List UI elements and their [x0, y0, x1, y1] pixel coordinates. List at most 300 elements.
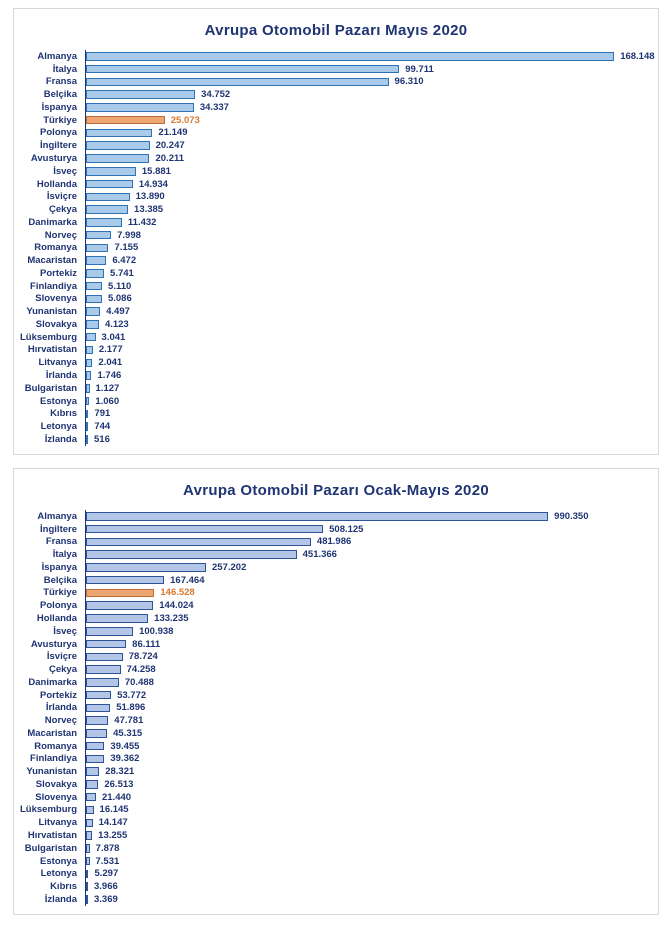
plot-area: [85, 63, 653, 76]
bar: [86, 231, 111, 240]
bar: [86, 614, 148, 623]
value-label: 481.986: [316, 536, 352, 548]
bar-chart-jan-may-2020: [14, 510, 653, 914]
plot-area: [85, 574, 653, 587]
category-label: Bulgaristan: [24, 842, 77, 854]
value-label: 133.235: [154, 613, 189, 624]
chart-row: [14, 625, 653, 638]
bar: [86, 653, 123, 662]
bar: [86, 422, 88, 431]
value-label: 34.337: [199, 101, 229, 113]
plot-area: [85, 561, 653, 574]
plot-area: [85, 663, 653, 676]
bar: [86, 52, 614, 61]
category-label: Çekya: [49, 204, 77, 216]
bar: [86, 103, 194, 112]
bar: [86, 307, 100, 316]
value-label: 744: [94, 421, 111, 433]
plot-area: [85, 139, 653, 152]
category-label: Portekiz: [40, 267, 77, 279]
bar: [86, 141, 150, 150]
category-label: İsveç: [53, 625, 77, 637]
chart-row: [14, 880, 653, 893]
category-label: Estonya: [40, 855, 77, 867]
category-label: Slovenya: [35, 293, 77, 305]
category-label: İsveç: [53, 165, 77, 177]
plot-area: [85, 395, 653, 408]
plot-area: [85, 625, 653, 638]
chart-row: [14, 139, 653, 152]
category-label: Lüksemburg: [19, 331, 77, 343]
category-label: Norveç: [44, 229, 77, 241]
plot-area: [85, 599, 653, 612]
value-label: 5.297: [94, 868, 119, 880]
chart-title: Avrupa Otomobil Pazarı Mayıs 2020: [204, 22, 468, 39]
value-label: 144.024: [159, 600, 194, 612]
bar: [86, 857, 90, 866]
plot-area: [85, 548, 653, 561]
value-label: 1.060: [95, 395, 120, 407]
category-label: Yunanistan: [26, 306, 77, 318]
bar: [86, 512, 548, 521]
plot-area: [85, 407, 653, 420]
chart-row: [14, 561, 653, 574]
plot-area: [85, 318, 653, 331]
plot-area: [85, 510, 653, 523]
value-label: 20.211: [155, 153, 185, 164]
bar: [86, 371, 91, 380]
chart-row: [14, 216, 653, 229]
category-label: Estonya: [40, 395, 77, 407]
value-label: 7.531: [95, 855, 120, 867]
chart-row: [14, 318, 653, 331]
chart-row: [14, 101, 653, 114]
plot-area: [85, 127, 653, 140]
category-label: Hırvatistan: [27, 830, 77, 842]
category-label: Litvanya: [38, 357, 77, 369]
chart-row: [14, 587, 653, 600]
category-label: İrlanda: [45, 702, 77, 714]
category-label: Slovenya: [35, 791, 77, 803]
category-label: Türkiye: [43, 587, 77, 599]
chart-row: [14, 510, 653, 523]
value-label: 1.127: [95, 382, 120, 394]
bar: [86, 767, 99, 776]
category-label: Almanya: [37, 50, 77, 62]
category-label: Avusturya: [30, 638, 77, 650]
plot-area: [85, 331, 653, 344]
chart-row: [14, 152, 653, 165]
plot-area: [85, 254, 653, 267]
bar: [86, 831, 92, 840]
plot-area: [85, 293, 653, 306]
value-label: 13.255: [98, 830, 128, 842]
bar: [86, 333, 96, 342]
category-label: Avusturya: [30, 153, 77, 164]
value-label: 53.772: [117, 689, 147, 701]
plot-area: [85, 714, 653, 727]
plot-area: [85, 152, 653, 165]
chart-row: [14, 689, 653, 702]
category-label: İzlanda: [44, 893, 77, 905]
value-label: 516: [94, 433, 110, 445]
value-label: 168.148: [620, 50, 655, 62]
chart-row: [14, 433, 653, 446]
category-label: Portekiz: [40, 689, 77, 701]
value-label: 451.366: [302, 549, 337, 561]
bar: [86, 691, 111, 700]
plot-area: [85, 88, 653, 101]
bar: [86, 844, 90, 853]
value-label: 26.513: [104, 778, 134, 790]
category-label: İngiltere: [40, 523, 77, 535]
plot-area: [85, 536, 653, 549]
value-label: 6.472: [112, 255, 137, 267]
bar: [86, 346, 93, 355]
value-label: 16.145: [99, 804, 129, 816]
category-label: İzlanda: [44, 433, 77, 445]
value-label: 2.177: [98, 344, 123, 356]
value-label: 13.385: [134, 204, 164, 216]
chart-row: [14, 305, 653, 318]
category-label: Belçika: [43, 89, 77, 101]
value-label: 4.497: [106, 306, 130, 318]
bar: [86, 180, 133, 189]
category-label: Polonya: [40, 127, 77, 139]
bar: [86, 665, 121, 674]
plot-area: [85, 420, 653, 433]
chart-row: [14, 395, 653, 408]
plot-area: [85, 190, 653, 203]
plot-area: [85, 523, 653, 536]
value-label: 13.890: [135, 191, 165, 203]
plot-area: [85, 280, 653, 293]
plot-area: [85, 638, 653, 651]
bar: [86, 256, 106, 265]
category-label: İsviçre: [46, 191, 77, 203]
chart-row: [14, 344, 653, 357]
category-label: Danimarka: [28, 216, 77, 228]
value-label: 3.966: [94, 881, 118, 893]
chart-row: [14, 548, 653, 561]
chart-row: [14, 407, 653, 420]
bar: [86, 704, 110, 713]
chart-row: [14, 650, 653, 663]
chart-row: [14, 816, 653, 829]
category-label: Danimarka: [28, 676, 77, 688]
bar: [86, 563, 206, 572]
chart-row: [14, 867, 653, 880]
chart-row: [14, 574, 653, 587]
plot-area: [85, 765, 653, 778]
plot-area: [85, 369, 653, 382]
plot-area: [85, 178, 653, 191]
chart-row: [14, 241, 653, 254]
plot-area: [85, 740, 653, 753]
bar: [86, 78, 389, 87]
chart-row: [14, 663, 653, 676]
bar: [86, 90, 195, 99]
value-label: 4.123: [104, 318, 129, 330]
chart-row: [14, 382, 653, 395]
plot-area: [85, 650, 653, 663]
category-label: Kıbrıs: [50, 408, 77, 420]
category-label: Macaristan: [27, 727, 77, 739]
bar-highlight: [86, 116, 165, 125]
category-label: İtalya: [52, 63, 77, 75]
chart-row: [14, 293, 653, 306]
value-label: 5.086: [107, 293, 132, 305]
bar: [86, 435, 88, 444]
value-label: 2.041: [98, 357, 123, 369]
category-label: Fransa: [45, 76, 77, 88]
chart-row: [14, 76, 653, 89]
chart-row: [14, 714, 653, 727]
value-label: 146.528: [160, 587, 195, 599]
plot-area: [85, 305, 653, 318]
category-label: Çekya: [49, 664, 77, 676]
chart-panel-may-2020: [13, 8, 659, 455]
chart-row: [14, 229, 653, 242]
category-label: Finlandiya: [30, 280, 77, 292]
bar: [86, 193, 130, 202]
category-label: Belçika: [43, 574, 77, 586]
bar: [86, 780, 98, 789]
chart-row: [14, 369, 653, 382]
value-label: 15.881: [141, 165, 171, 177]
chart-row: [14, 523, 653, 536]
value-label: 78.724: [128, 651, 158, 663]
chart-row: [14, 178, 653, 191]
bar: [86, 716, 108, 725]
plot-area: [85, 753, 653, 766]
plot-area: [85, 382, 653, 395]
bar: [86, 320, 99, 329]
category-label: Letonya: [40, 421, 77, 433]
bar: [86, 550, 297, 559]
chart-row: [14, 114, 653, 127]
value-label: 14.147: [98, 817, 128, 829]
bar: [86, 538, 311, 547]
plot-area: [85, 855, 653, 868]
chart-row: [14, 829, 653, 842]
bar: [86, 154, 149, 163]
category-label: Polonya: [40, 600, 77, 612]
chart-row: [14, 778, 653, 791]
plot-area: [85, 701, 653, 714]
plot-area: [85, 778, 653, 791]
value-label: 791: [94, 408, 111, 420]
category-label: Romanya: [34, 242, 77, 254]
bar: [86, 601, 153, 610]
bar: [86, 244, 108, 253]
plot-area: [85, 433, 653, 446]
value-label: 5.110: [108, 280, 132, 292]
chart-row: [14, 638, 653, 651]
chart-row: [14, 804, 653, 817]
chart-row: [14, 190, 653, 203]
chart-row: [14, 331, 653, 344]
plot-area: [85, 791, 653, 804]
plot-area: [85, 165, 653, 178]
category-label: Finlandiya: [30, 753, 77, 765]
chart-row: [14, 765, 653, 778]
bar: [86, 793, 96, 802]
plot-area: [85, 356, 653, 369]
chart-row: [14, 165, 653, 178]
bar: [86, 205, 128, 214]
chart-title: Avrupa Otomobil Pazarı Ocak-Mayıs 2020: [183, 482, 489, 499]
value-label: 3.041: [101, 331, 126, 343]
value-label: 74.258: [126, 664, 156, 676]
bar: [86, 576, 164, 585]
category-label: İspanya: [41, 101, 77, 113]
bar: [86, 882, 88, 891]
chart-row: [14, 855, 653, 868]
plot-area: [85, 344, 653, 357]
plot-area: [85, 229, 653, 242]
category-label: Yunanistan: [26, 766, 77, 778]
bar: [86, 295, 102, 304]
bar: [86, 129, 152, 138]
chart-row: [14, 280, 653, 293]
value-label: 34.752: [201, 89, 231, 101]
bar: [86, 870, 88, 879]
plot-area: [85, 241, 653, 254]
plot-area: [85, 101, 653, 114]
chart-row: [14, 420, 653, 433]
value-label: 20.247: [155, 140, 185, 152]
bar: [86, 397, 89, 406]
value-label: 39.455: [110, 740, 140, 752]
plot-area: [85, 267, 653, 280]
bar: [86, 269, 104, 278]
value-label: 47.781: [114, 715, 144, 727]
bar-highlight: [86, 589, 154, 598]
value-label: 86.111: [132, 638, 161, 650]
bar: [86, 806, 94, 815]
value-label: 99.711: [405, 63, 434, 75]
bar-chart-may-2020: [14, 50, 653, 454]
value-label: 990.350: [554, 510, 589, 522]
bar: [86, 895, 88, 904]
value-label: 21.440: [102, 791, 132, 803]
value-label: 51.896: [116, 702, 146, 714]
plot-area: [85, 816, 653, 829]
category-label: Romanya: [34, 740, 77, 752]
chart-row: [14, 254, 653, 267]
chart-row: [14, 893, 653, 906]
chart-row: [14, 727, 653, 740]
value-label: 96.310: [394, 76, 424, 88]
chart-row: [14, 791, 653, 804]
chart-row: [14, 203, 653, 216]
chart-row: [14, 612, 653, 625]
value-label: 28.321: [105, 766, 135, 778]
plot-area: [85, 842, 653, 855]
plot-area: [85, 689, 653, 702]
value-label: 7.155: [114, 242, 139, 254]
chart-row: [14, 127, 653, 140]
category-label: İrlanda: [45, 370, 77, 382]
chart-panel-jan-may-2020: [13, 468, 659, 915]
category-label: Macaristan: [27, 255, 77, 267]
chart-row: [14, 753, 653, 766]
bar: [86, 678, 119, 687]
value-label: 167.464: [170, 574, 205, 586]
bar: [86, 384, 90, 393]
plot-area: [85, 676, 653, 689]
bar: [86, 218, 122, 227]
plot-area: [85, 829, 653, 842]
value-label: 100.938: [139, 625, 174, 637]
value-label: 7.878: [95, 842, 120, 854]
bar: [86, 627, 133, 636]
category-label: Lüksemburg: [19, 804, 77, 816]
plot-area: [85, 587, 653, 600]
chart-row: [14, 50, 653, 63]
plot-area: [85, 612, 653, 625]
plot-area: [85, 114, 653, 127]
bar: [86, 525, 323, 534]
category-label: Norveç: [44, 715, 77, 727]
plot-area: [85, 216, 653, 229]
category-label: Almanya: [37, 510, 77, 522]
chart-row: [14, 701, 653, 714]
value-label: 70.488: [124, 676, 154, 688]
chart-row: [14, 740, 653, 753]
category-label: Hollanda: [36, 613, 77, 624]
plot-area: [85, 76, 653, 89]
value-label: 21.149: [158, 127, 188, 139]
category-label: İngiltere: [40, 140, 77, 152]
value-label: 5.741: [110, 267, 134, 279]
value-label: 257.202: [212, 561, 247, 573]
chart-row: [14, 599, 653, 612]
bar: [86, 282, 102, 291]
chart-row: [14, 842, 653, 855]
value-label: 45.315: [113, 727, 143, 739]
category-label: Hollanda: [36, 178, 77, 190]
category-label: Letonya: [40, 868, 77, 880]
value-label: 3.369: [94, 893, 118, 905]
bar: [86, 65, 399, 74]
value-label: 14.934: [138, 178, 168, 190]
value-label: 11.432: [127, 216, 157, 228]
bar: [86, 640, 126, 649]
value-label: 508.125: [329, 523, 364, 535]
category-label: Kıbrıs: [50, 881, 77, 893]
plot-area: [85, 727, 653, 740]
plot-area: [85, 880, 653, 893]
value-label: 1.746: [97, 370, 122, 382]
category-label: Fransa: [45, 536, 77, 548]
chart-row: [14, 676, 653, 689]
value-label: 25.073: [170, 114, 200, 126]
category-label: Hırvatistan: [27, 344, 77, 356]
plot-area: [85, 203, 653, 216]
plot-area: [85, 893, 653, 906]
bar: [86, 729, 107, 738]
chart-row: [14, 63, 653, 76]
plot-area: [85, 804, 653, 817]
plot-area: [85, 50, 653, 63]
bar: [86, 167, 136, 176]
value-label: 7.998: [117, 229, 141, 241]
category-label: Slovakya: [35, 778, 77, 790]
bar: [86, 359, 92, 368]
category-label: Slovakya: [35, 318, 77, 330]
